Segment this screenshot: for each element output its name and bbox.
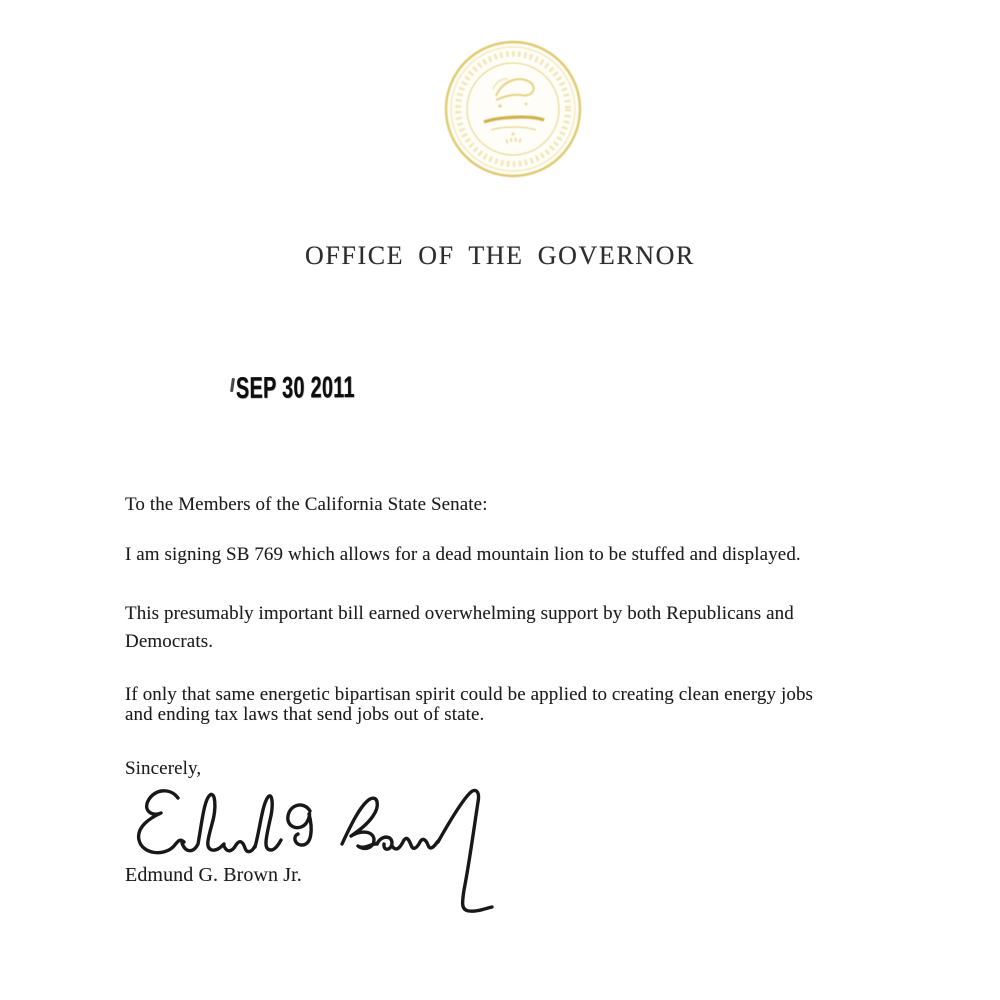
letterhead-title: OFFICE OF THE GOVERNOR [304, 241, 696, 270]
date-stamp: SEP 30 2011 [235, 371, 355, 405]
paragraph-1: I am signing SB 769 which allows for a dead mountain lion to be stuffed and displayed. [125, 544, 801, 565]
salutation: To the Members of the California State Senate: [125, 494, 488, 515]
signature-icon [112, 780, 507, 930]
paragraph-2-line-1: This presumably important bill earned overwhelming support by both Republicans and [125, 603, 794, 624]
closing: Sincerely, [125, 758, 202, 779]
paragraph-3-line-2: and ending tax laws that send jobs out of state. [125, 704, 485, 725]
paragraph-3-line-1: If only that same energetic bipartisan spirit could be applied to creating clean energy jobs [125, 684, 814, 705]
california-state-seal-icon [438, 34, 588, 184]
signer-typed-name: Edmund G. Brown Jr. [125, 864, 302, 886]
paragraph-2-line-2: Democrats. [125, 631, 214, 652]
stamp-ink-artifact [230, 378, 235, 392]
